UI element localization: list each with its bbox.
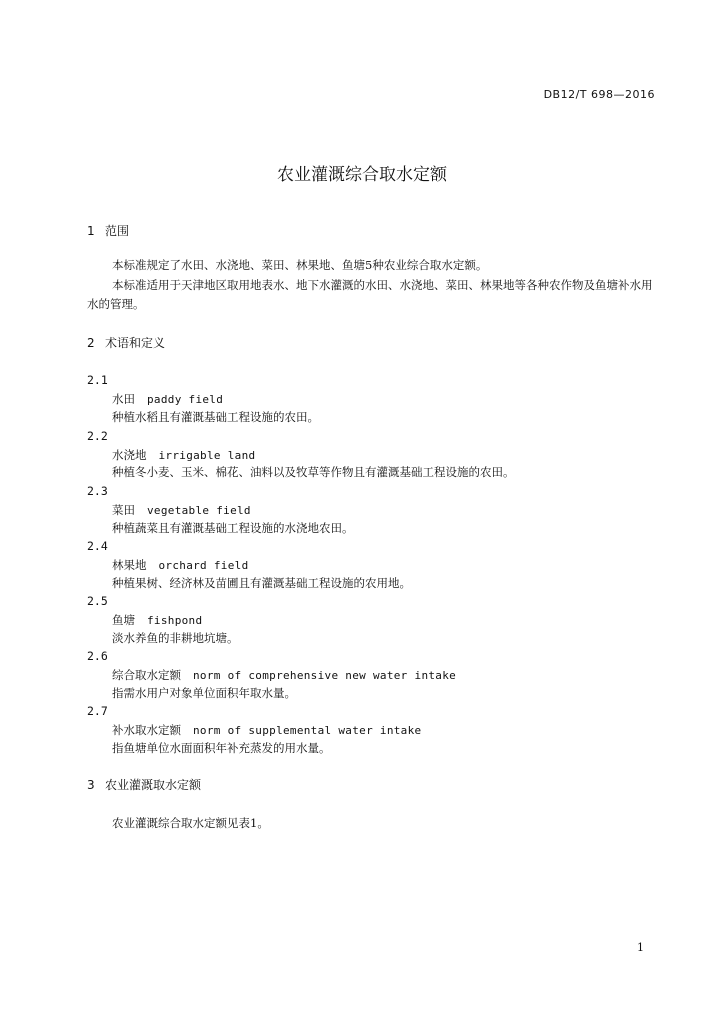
term-entry [112, 447, 255, 463]
term-cn: 鱼塘 [112, 613, 135, 627]
scope-paragraph: 本标准适用于天津地区取用地表水、地下水灌溉的水田、水浇地、菜田、林果地等各种农作物及鱼塘补水用水的管理。 [87, 278, 653, 311]
term-cn: 林果地 [112, 558, 147, 572]
term-cn: 水浇地 [112, 448, 147, 462]
section-title: 术语和定义 [105, 336, 166, 350]
term-en: norm of comprehensive new water intake [193, 669, 457, 682]
term-en: irrigable land [158, 449, 256, 462]
term-cn: 水田 [112, 392, 135, 406]
term-entry [112, 391, 223, 407]
term-definition: 种植果树、经济林及苗圃且有灌溉基础工程设施的农用地。 [112, 576, 411, 590]
term-en: paddy field [147, 393, 224, 406]
term-en: orchard field [158, 559, 249, 572]
scope-paragraph: 本标准规定了水田、水浇地、菜田、林果地、鱼塘5种农业综合取水定额。 [112, 258, 488, 272]
term-definition: 种植水稻且有灌溉基础工程设施的农田。 [112, 410, 319, 424]
term-number: 2.5 [87, 594, 108, 608]
section-heading [87, 334, 165, 351]
section-number: 2 [87, 336, 95, 350]
section-title: 农业灌溉取水定额 [105, 778, 202, 792]
page-number: 1 [637, 941, 644, 954]
term-definition: 种植蔬菜且有灌溉基础工程设施的水浇地农田。 [112, 521, 354, 535]
term-en: fishpond [147, 614, 203, 627]
term-definition: 种植冬小麦、玉米、棉花、油料以及牧草等作物且有灌溉基础工程设施的农田。 [112, 465, 515, 479]
term-number: 2.2 [87, 429, 108, 443]
term-cn: 综合取水定额 [112, 668, 181, 682]
section-title: 范围 [105, 224, 130, 238]
section-number: 3 [87, 778, 95, 792]
term-en: norm of supplemental water intake [193, 724, 422, 737]
section-heading [87, 222, 129, 239]
term-definition: 淡水养鱼的非耕地坑塘。 [112, 631, 239, 645]
term-cn: 菜田 [112, 503, 135, 517]
document-title: 农业灌溉综合取水定额 [277, 165, 447, 185]
term-entry [112, 502, 251, 518]
term-number: 2.3 [87, 484, 108, 498]
term-definition: 指需水用户对象单位面积年取水量。 [112, 686, 296, 700]
term-definition: 指鱼塘单位水面面积年补充蒸发的用水量。 [112, 741, 331, 755]
term-number: 2.1 [87, 373, 108, 387]
term-cn: 补水取水定额 [112, 723, 181, 737]
term-en: vegetable field [147, 504, 251, 517]
term-entry [112, 612, 202, 628]
term-number: 2.4 [87, 539, 108, 553]
term-entry [112, 722, 421, 738]
term-number: 2.7 [87, 704, 108, 718]
section3-paragraph: 农业灌溉综合取水定额见表1。 [112, 816, 269, 830]
document-code: DB12/T 698—2016 [543, 88, 655, 101]
term-entry [112, 667, 456, 683]
term-number: 2.6 [87, 649, 108, 663]
section-heading [87, 776, 201, 793]
term-entry [112, 557, 249, 573]
section-number: 1 [87, 224, 95, 238]
